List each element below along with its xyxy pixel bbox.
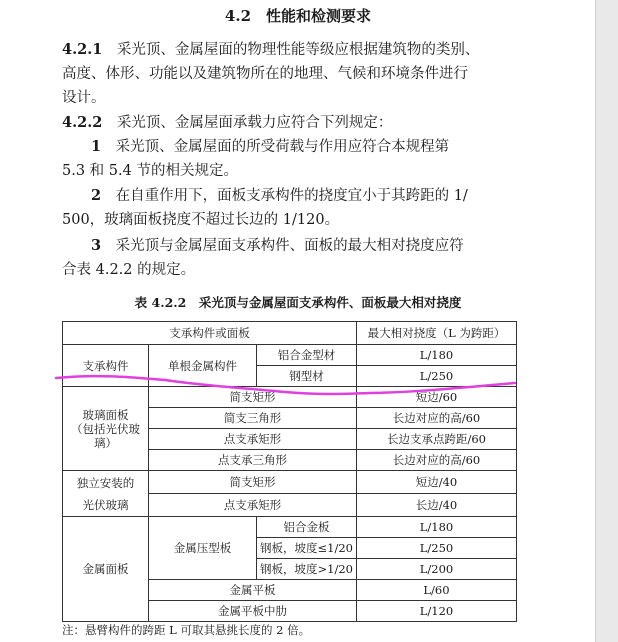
item-number: 2 bbox=[91, 187, 102, 204]
item-cell: 铝合金板 bbox=[257, 517, 357, 538]
item-number: 1 bbox=[91, 138, 102, 155]
group-label-line: 独立安装的 bbox=[76, 475, 135, 490]
item-cell: 简支矩形 bbox=[149, 471, 357, 494]
group-cell bbox=[63, 471, 149, 517]
item-number: 3 bbox=[91, 237, 102, 254]
group-label-line: 玻璃面板 bbox=[82, 407, 129, 422]
subgroup-cell: 金属压型板 bbox=[149, 517, 257, 580]
item-cell: 钢型材 bbox=[257, 366, 357, 387]
table-row bbox=[63, 517, 517, 538]
group-cell: 金属面板 bbox=[63, 517, 149, 622]
vertical-scrollbar[interactable] bbox=[595, 0, 618, 642]
item-1-line2: 5.3 和 5.4 节的相关规定。 bbox=[62, 163, 238, 179]
clause-number: 4.2.1 bbox=[62, 41, 103, 58]
subgroup-cell: 单根金属构件 bbox=[149, 345, 257, 387]
item-2-line1 bbox=[91, 186, 468, 206]
header-cell: 最大相对挠度（L 为跨距） bbox=[357, 322, 517, 345]
item-cell: 钢板，坡度>1/20 bbox=[257, 559, 357, 580]
item-cell: 简支矩形 bbox=[149, 387, 357, 408]
value-cell: L/60 bbox=[357, 580, 517, 601]
group-cell bbox=[63, 387, 149, 471]
group-cell: 支承构件 bbox=[63, 345, 149, 387]
section-number: 4.2 bbox=[224, 7, 252, 25]
clause-number: 4.2.2 bbox=[62, 114, 103, 131]
value-cell: 长边支承点跨距/60 bbox=[357, 429, 517, 450]
table-row bbox=[63, 345, 517, 366]
value-cell: L/250 bbox=[357, 366, 517, 387]
value-cell: 长边对应的高/60 bbox=[357, 408, 517, 429]
item-cell: 点支承三角形 bbox=[149, 450, 357, 471]
table-header-row bbox=[63, 322, 517, 345]
item-cell: 钢板，坡度≤1/20 bbox=[257, 538, 357, 559]
table-caption: 表 4.2.2 采光顶与金属屋面支承构件、面板最大相对挠度 bbox=[134, 295, 462, 310]
table-row bbox=[63, 471, 517, 494]
value-cell: L/250 bbox=[357, 538, 517, 559]
paragraph-text: 采光顶、金属屋面的物理性能等级应根据建筑物的类别、 bbox=[116, 42, 480, 58]
section-title bbox=[0, 6, 596, 26]
paragraph-4-2-1-line1 bbox=[62, 40, 479, 60]
item-cell: 点支承矩形 bbox=[149, 494, 357, 517]
item-cell: 金属平板 bbox=[149, 580, 357, 601]
value-cell: 短边/60 bbox=[357, 387, 517, 408]
item-3-line2: 合表 4.2.2 的规定。 bbox=[62, 262, 196, 278]
value-cell: L/120 bbox=[357, 601, 517, 622]
item-cell: 铝合金型材 bbox=[257, 345, 357, 366]
item-text: 采光顶与金属屋面支承构件、面板的最大相对挠度应符 bbox=[115, 238, 464, 254]
value-cell: 短边/40 bbox=[357, 471, 517, 494]
paragraph-4-2-2-line1 bbox=[62, 113, 392, 133]
item-3-line1 bbox=[91, 236, 464, 256]
item-1-line1 bbox=[91, 137, 449, 157]
item-text: 采光顶、金属屋面的所受荷载与作用应符合本规程第 bbox=[115, 139, 450, 155]
item-cell: 简支三角形 bbox=[149, 408, 357, 429]
paragraph-4-2-1-line3: 设计。 bbox=[62, 90, 106, 106]
group-label-line: 光伏玻璃 bbox=[82, 497, 129, 512]
header-cell: 支承构件或面板 bbox=[63, 322, 357, 345]
item-cell: 点支承矩形 bbox=[149, 429, 357, 450]
value-cell: L/180 bbox=[357, 345, 517, 366]
group-label-line: （包括光伏玻璃） bbox=[71, 421, 140, 450]
value-cell: 长边/40 bbox=[357, 494, 517, 517]
section-title-text: 性能和检测要求 bbox=[266, 7, 372, 25]
paragraph-text: 采光顶、金属屋面承载力应符合下列规定： bbox=[116, 115, 393, 131]
item-2-line2: 500，玻璃面板挠度不超过长边的 1/120。 bbox=[62, 212, 340, 228]
item-cell: 金属平板中肋 bbox=[149, 601, 357, 622]
item-text: 在自重作用下，面板支承构件的挠度宜小于其跨距的 1/ bbox=[115, 188, 468, 204]
deflection-table bbox=[62, 321, 517, 622]
table-note: 注：悬臂构件的跨距 L 可取其悬挑长度的 2 倍。 bbox=[62, 623, 311, 637]
value-cell: 长边对应的高/60 bbox=[357, 450, 517, 471]
value-cell: L/180 bbox=[357, 517, 517, 538]
paragraph-4-2-1-line2: 高度、体形、功能以及建筑物所在的地理、气候和环境条件进行 bbox=[62, 66, 468, 82]
value-cell: L/200 bbox=[357, 559, 517, 580]
table-row bbox=[63, 387, 517, 408]
